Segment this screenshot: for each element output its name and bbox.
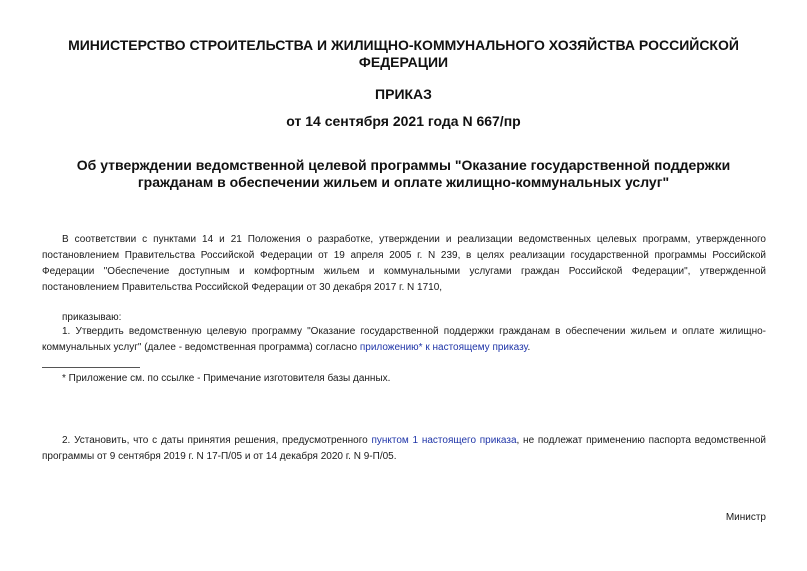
ministry-heading: МИНИСТЕРСТВО СТРОИТЕЛЬСТВА И ЖИЛИЩНО-КОММУНАЛЬНОГО ХОЗЯЙСТВА РОССИЙСКОЙ ФЕДЕРАЦИИ [68, 37, 739, 70]
item-1-end: . [527, 342, 531, 353]
intro-paragraph [42, 232, 766, 296]
item-1-paragraph [42, 324, 766, 356]
orders-word: приказываю: [62, 312, 122, 323]
document-title: Об утверждении ведомственной целевой программы "Оказание государственной поддержки гражданам в обеспечении жильем и оплате жилищно-коммунальных услуг" [76, 157, 731, 190]
item-2-text: 2. Установить, что с даты принятия решения, предусмотренного [62, 435, 372, 446]
footnote-text: * Приложение см. по ссылке - Примечание изготовителя базы данных. [62, 373, 391, 384]
item-1-text: 1. Утвердить ведомственную целевую программу "Оказание государственной поддержки гражданам в обеспечении жильем и оплате жилищно-коммунальных услуг" (далее - ведомственная программа) согласно [42, 326, 766, 353]
appendix-link[interactable]: приложению* к настоящему приказу [359, 342, 528, 353]
item-2-paragraph [42, 433, 766, 465]
footnote-divider [42, 367, 140, 368]
point-1-link[interactable]: пунктом 1 настоящего приказа [371, 435, 517, 446]
item-2-end: , не подлежат применению паспорта ведомственной программы от 9 сентября 2019 г. N 17-П/05 и от 14 декабря 2020 г. N 9-П/05. [42, 435, 766, 462]
order-heading: ПРИКАЗ [375, 86, 432, 102]
signature-title: Министр [725, 512, 766, 523]
intro-text: В соответствии с пунктами 14 и 21 Положения о разработке, утверждении и реализации ведомственных целевых программ, утвержденного постановлением Правительства Российской Федерации от 19 апреля 2005 г. N 239, в целях реализации государственной программы Российской Федерации "Обеспечение доступным и комфортным жильем и коммунальными услугами граждан Российской Федерации", утвержденной постановлением Правительства Российской Федерации от 30 декабря 2017 г. N 1710, [42, 234, 766, 293]
order-date: от 14 сентября 2021 года N 667/пр [286, 113, 521, 129]
